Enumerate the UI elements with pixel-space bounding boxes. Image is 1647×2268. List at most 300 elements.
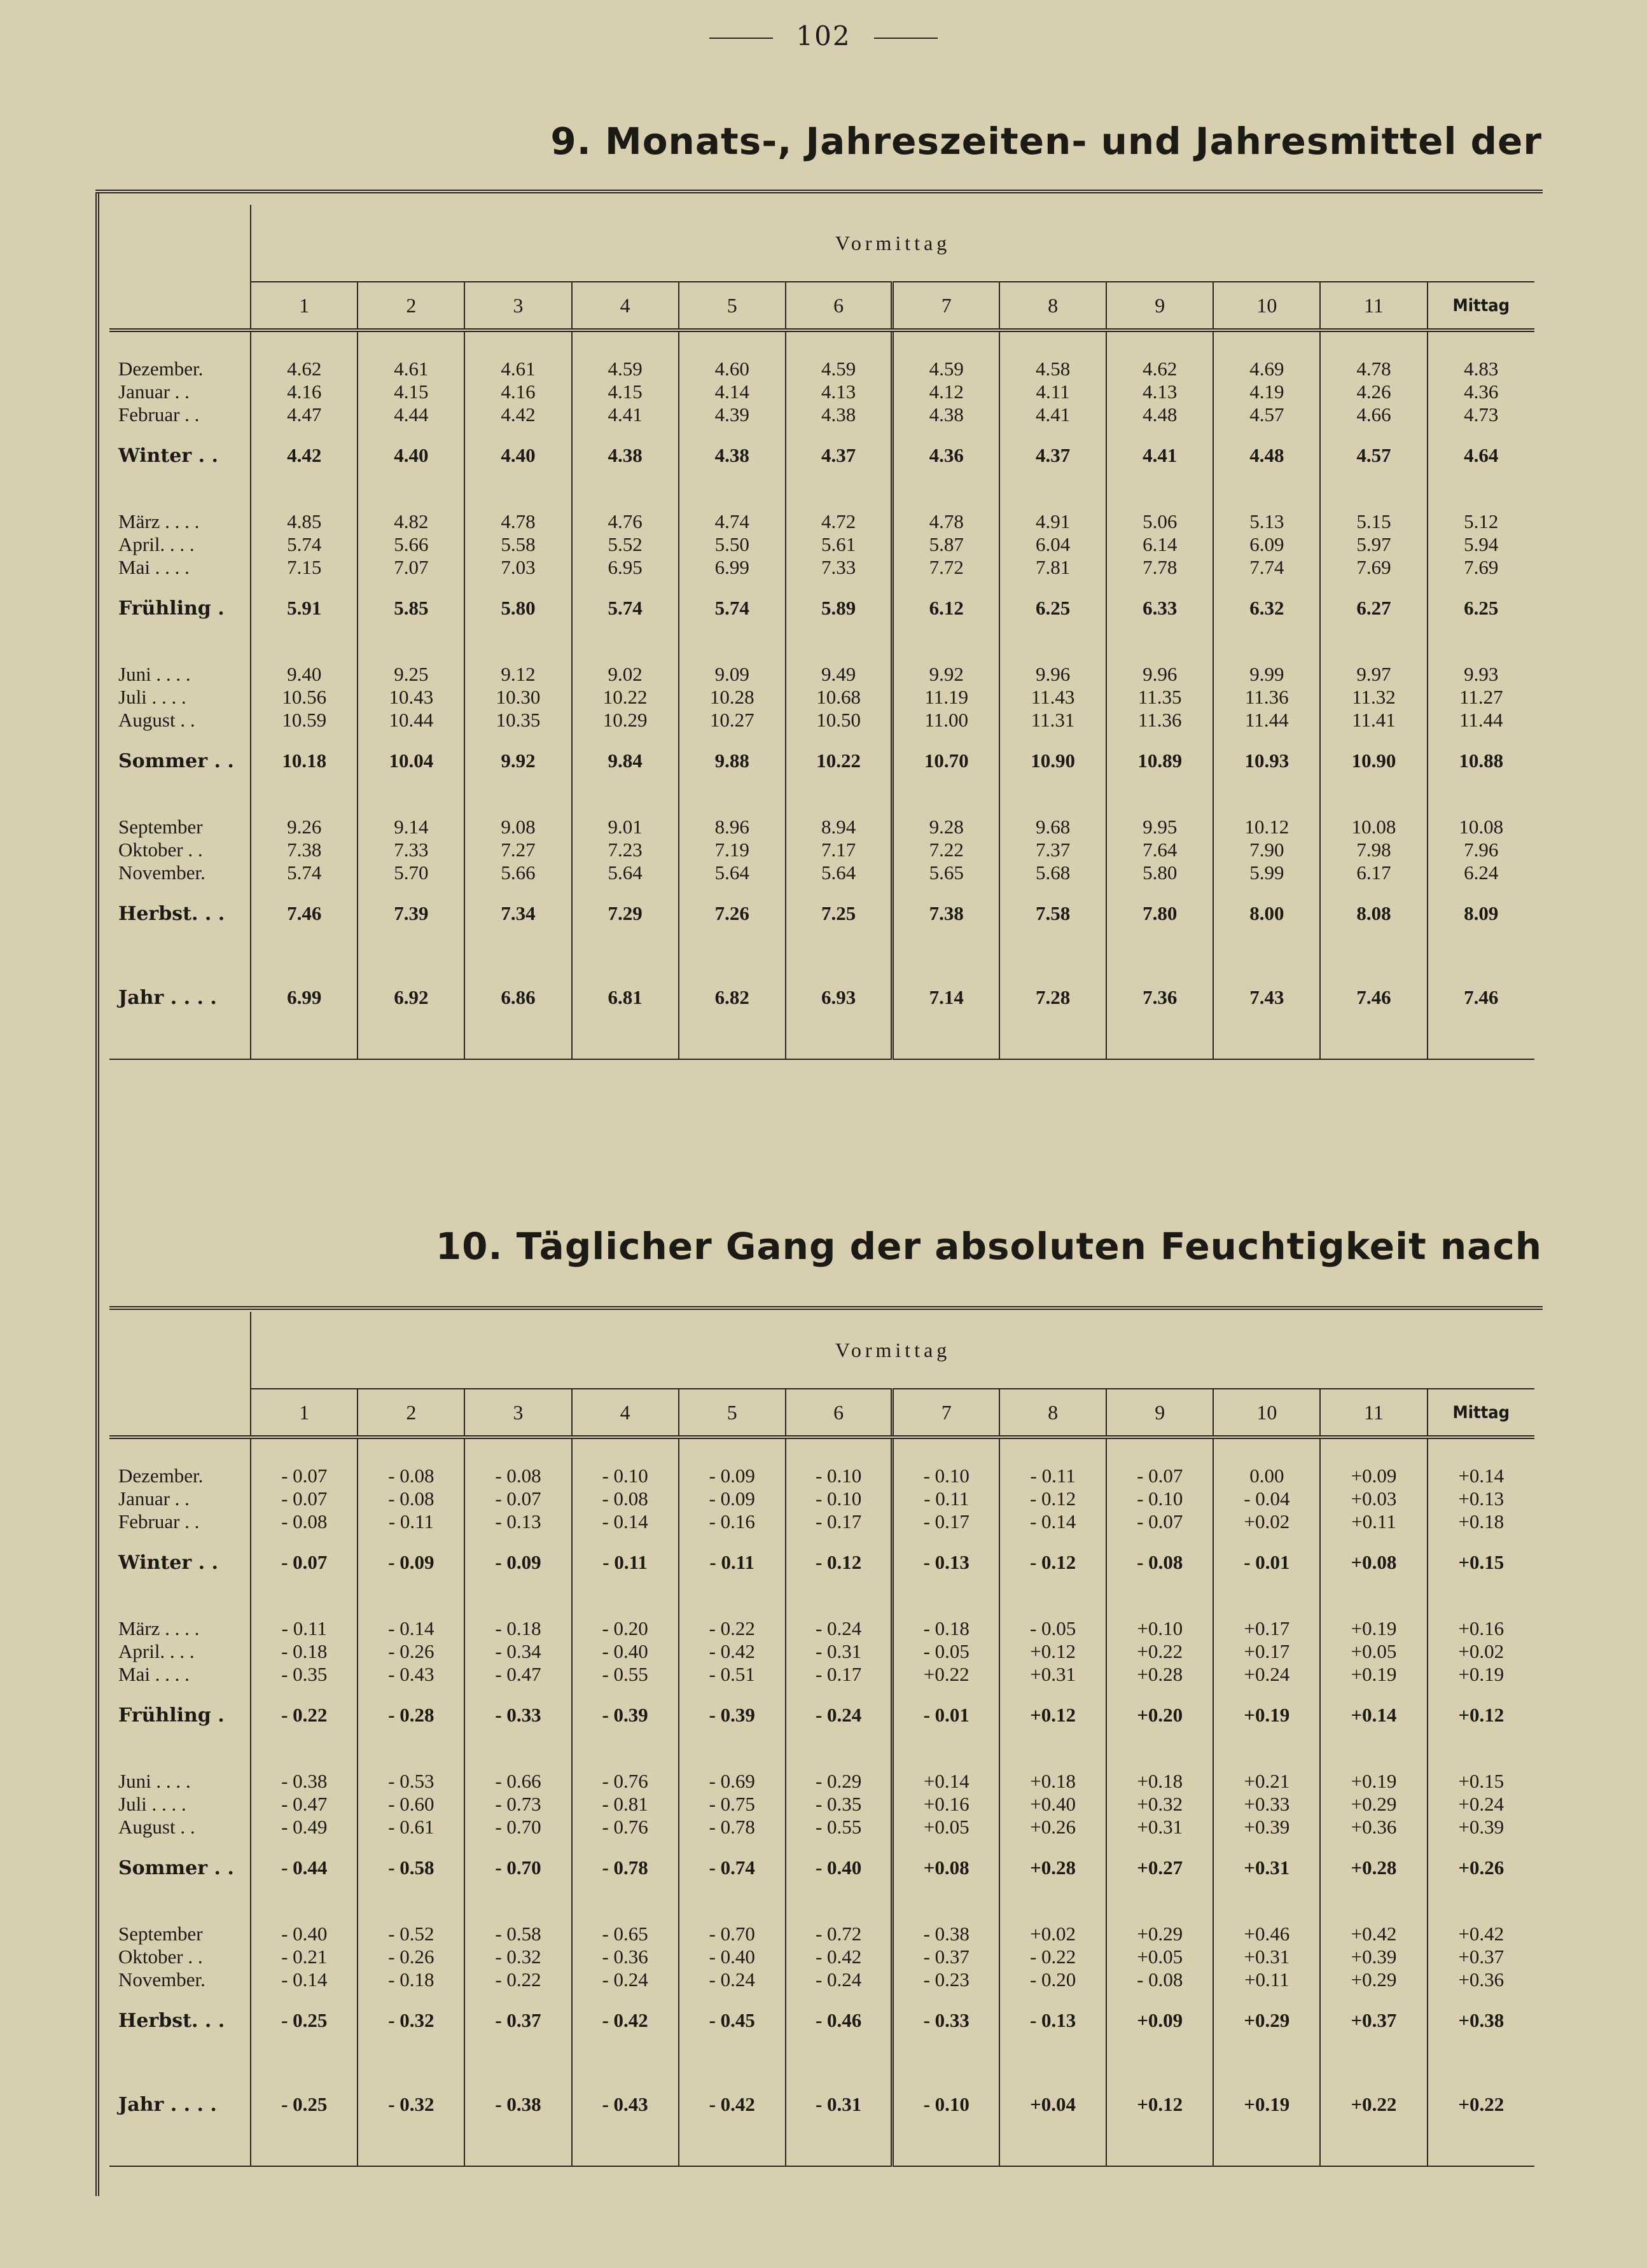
spacer-cell <box>679 1592 786 1617</box>
value-cell: +0.39 <box>1428 1816 1534 1839</box>
value-cell: 6.24 <box>1428 861 1534 884</box>
value-cell: +0.39 <box>1320 1945 1427 1968</box>
value-cell: 4.72 <box>786 510 893 533</box>
spacer-cell <box>1213 1592 1320 1617</box>
spacer-cell <box>109 2134 251 2166</box>
value-cell: - 0.31 <box>786 1640 893 1663</box>
month-row <box>109 533 1534 556</box>
value-cell: 5.64 <box>572 861 679 884</box>
spacer-cell <box>1320 1439 1427 1464</box>
spacer-cell <box>1213 2050 1320 2075</box>
value-cell: - 0.16 <box>679 1510 786 1533</box>
value-cell: 5.80 <box>1106 861 1213 884</box>
spacer-cell <box>1428 1744 1534 1770</box>
value-cell: - 0.14 <box>358 1617 464 1640</box>
spacer-cell <box>251 2134 358 2166</box>
column-header-4: 4 <box>572 1389 679 1437</box>
spacer-cell <box>1428 332 1534 358</box>
value-cell: +0.31 <box>1213 1839 1320 1897</box>
value-cell: 4.15 <box>358 380 464 403</box>
value-cell: +0.12 <box>999 1686 1106 1744</box>
value-cell: 10.68 <box>786 686 893 709</box>
value-cell: 7.74 <box>1213 556 1320 579</box>
spacer-cell <box>1320 943 1427 968</box>
value-cell: - 0.46 <box>786 1991 893 2050</box>
spacer-cell <box>1428 790 1534 816</box>
table1-title: 9. Monats-, Jahreszeiten- und Jahresmittel der <box>550 120 1542 163</box>
value-cell: - 0.24 <box>786 1617 893 1640</box>
spacer-cell <box>1428 1592 1534 1617</box>
spacer-cell <box>679 485 786 510</box>
spacer-cell <box>358 2050 464 2075</box>
value-cell: - 0.81 <box>572 1793 679 1816</box>
value-cell: 4.64 <box>1428 426 1534 485</box>
value-cell: 10.59 <box>251 709 358 732</box>
value-cell: 6.81 <box>572 968 679 1027</box>
season-row <box>109 1686 1534 1744</box>
value-cell: - 0.09 <box>679 1464 786 1487</box>
value-cell: - 0.28 <box>358 1686 464 1744</box>
value-cell: - 0.75 <box>679 1793 786 1816</box>
spacer-cell <box>999 637 1106 663</box>
row-label: Jahr . . . . <box>118 986 217 1009</box>
value-cell: 10.08 <box>1428 816 1534 838</box>
spacer-cell <box>1428 1897 1534 1923</box>
table2-title: 10. Täglicher Gang der absoluten Feuchtigkeit nach <box>435 1225 1542 1268</box>
column-header-8: 8 <box>999 282 1106 330</box>
spacer-cell <box>786 1027 893 1059</box>
value-cell: 9.08 <box>464 816 571 838</box>
value-cell: 5.61 <box>786 533 893 556</box>
value-cell: 9.26 <box>251 816 358 838</box>
value-cell: - 0.17 <box>893 1510 999 1533</box>
value-cell: - 0.37 <box>464 1991 571 2050</box>
value-cell: 4.13 <box>786 380 893 403</box>
value-cell: 4.82 <box>358 510 464 533</box>
value-cell: +0.18 <box>999 1770 1106 1793</box>
value-cell: 11.27 <box>1428 686 1534 709</box>
value-cell: - 0.42 <box>679 2075 786 2134</box>
value-cell: - 0.42 <box>572 1991 679 2050</box>
value-cell: 5.87 <box>893 533 999 556</box>
month-row <box>109 838 1534 861</box>
table1-top-rule <box>95 190 1543 193</box>
month-row <box>109 1770 1534 1793</box>
column-header-2: 2 <box>358 1389 464 1437</box>
value-cell: 5.74 <box>251 533 358 556</box>
spacer-cell <box>572 1744 679 1770</box>
value-cell: +0.22 <box>1320 2075 1427 2134</box>
value-cell: +0.33 <box>1213 1793 1320 1816</box>
spacer-cell <box>464 332 571 358</box>
table-bottom-rule <box>109 1059 1534 1060</box>
value-cell: - 0.44 <box>251 1839 358 1897</box>
spacer-cell <box>464 790 571 816</box>
value-cell: - 0.07 <box>1106 1510 1213 1533</box>
value-cell: 11.36 <box>1106 709 1213 732</box>
stub-header-empty <box>109 205 251 282</box>
value-cell: - 0.12 <box>999 1487 1106 1510</box>
value-cell: 7.14 <box>893 968 999 1027</box>
value-cell: 4.42 <box>251 426 358 485</box>
value-cell: 5.50 <box>679 533 786 556</box>
value-cell: - 0.52 <box>358 1923 464 1945</box>
value-cell: 5.13 <box>1213 510 1320 533</box>
value-cell: 7.43 <box>1213 968 1320 1027</box>
month-row <box>109 663 1534 686</box>
value-cell: 4.62 <box>1106 358 1213 380</box>
value-cell: 4.40 <box>358 426 464 485</box>
value-cell: - 0.09 <box>358 1533 464 1592</box>
spacer-cell <box>786 332 893 358</box>
value-cell: 5.52 <box>572 533 679 556</box>
spacer-cell <box>1213 790 1320 816</box>
column-header-4: 4 <box>572 282 679 330</box>
spacer-cell <box>251 2050 358 2075</box>
value-cell: - 0.40 <box>251 1923 358 1945</box>
value-cell: 10.04 <box>358 732 464 790</box>
spacer-cell <box>464 1897 571 1923</box>
value-cell: 10.89 <box>1106 732 1213 790</box>
value-cell: 4.39 <box>679 403 786 426</box>
value-cell: - 0.17 <box>786 1510 893 1533</box>
value-cell: 6.33 <box>1106 579 1213 637</box>
spacer-cell <box>1213 1897 1320 1923</box>
value-cell: - 0.34 <box>464 1640 571 1663</box>
value-cell: 10.22 <box>786 732 893 790</box>
spacer-cell <box>999 2050 1106 2075</box>
value-cell: - 0.24 <box>786 1968 893 1991</box>
value-cell: 5.89 <box>786 579 893 637</box>
row-label: September <box>118 1923 203 1945</box>
value-cell: - 0.70 <box>464 1816 571 1839</box>
value-cell: - 0.66 <box>464 1770 571 1793</box>
value-cell: 7.96 <box>1428 838 1534 861</box>
spacer-cell <box>1428 943 1534 968</box>
value-cell: 10.93 <box>1213 732 1320 790</box>
value-cell: 9.84 <box>572 732 679 790</box>
value-cell: 6.17 <box>1320 861 1427 884</box>
value-cell: - 0.73 <box>464 1793 571 1816</box>
value-cell: - 0.37 <box>893 1945 999 1968</box>
value-cell: 4.59 <box>786 358 893 380</box>
value-cell: 4.16 <box>251 380 358 403</box>
value-cell: +0.14 <box>893 1770 999 1793</box>
value-cell: 9.99 <box>1213 663 1320 686</box>
spacer-cell <box>1106 1744 1213 1770</box>
value-cell: - 0.42 <box>786 1945 893 1968</box>
value-cell: +0.31 <box>999 1663 1106 1686</box>
spacer-cell <box>464 637 571 663</box>
value-cell: - 0.14 <box>572 1510 679 1533</box>
value-cell: - 0.01 <box>893 1686 999 1744</box>
value-cell: 10.44 <box>358 709 464 732</box>
value-cell: 7.64 <box>1106 838 1213 861</box>
value-cell: +0.29 <box>1213 1991 1320 2050</box>
value-cell: +0.28 <box>999 1839 1106 1897</box>
value-cell: 7.38 <box>893 884 999 943</box>
value-cell: - 0.61 <box>358 1816 464 1839</box>
value-cell: - 0.18 <box>251 1640 358 1663</box>
value-cell: 9.92 <box>893 663 999 686</box>
value-cell: 7.81 <box>999 556 1106 579</box>
value-cell: - 0.74 <box>679 1839 786 1897</box>
value-cell: - 0.53 <box>358 1770 464 1793</box>
spacer-cell <box>358 2134 464 2166</box>
value-cell: - 0.26 <box>358 1640 464 1663</box>
value-cell: 4.59 <box>572 358 679 380</box>
month-row <box>109 1968 1534 1991</box>
spacer-cell <box>464 1744 571 1770</box>
column-header-6: 6 <box>786 1389 893 1437</box>
row-label: November. <box>118 861 205 884</box>
value-cell: 7.98 <box>1320 838 1427 861</box>
value-cell: - 0.22 <box>464 1968 571 1991</box>
value-cell: 4.38 <box>786 403 893 426</box>
spacer-cell <box>679 1897 786 1923</box>
value-cell: - 0.33 <box>893 1991 999 2050</box>
spacer-cell <box>464 2050 571 2075</box>
value-cell: +0.11 <box>1320 1510 1427 1533</box>
value-cell: 4.15 <box>572 380 679 403</box>
value-cell: - 0.24 <box>679 1968 786 1991</box>
value-cell: 5.74 <box>679 579 786 637</box>
value-cell: 8.08 <box>1320 884 1427 943</box>
value-cell: - 0.58 <box>358 1839 464 1897</box>
value-cell: +0.12 <box>1106 2075 1213 2134</box>
value-cell: - 0.08 <box>572 1487 679 1510</box>
value-cell: - 0.40 <box>679 1945 786 1968</box>
value-cell: 7.36 <box>1106 968 1213 1027</box>
spacer-cell <box>1428 1027 1534 1059</box>
spacer-cell <box>572 2050 679 2075</box>
value-cell: - 0.70 <box>464 1839 571 1897</box>
spacer-cell <box>1320 637 1427 663</box>
value-cell: 5.70 <box>358 861 464 884</box>
value-cell: - 0.09 <box>679 1487 786 1510</box>
spacer-cell <box>999 1897 1106 1923</box>
value-cell: 9.97 <box>1320 663 1427 686</box>
value-cell: 11.36 <box>1213 686 1320 709</box>
value-cell: 4.36 <box>1428 380 1534 403</box>
value-cell: +0.19 <box>1320 1617 1427 1640</box>
value-cell: +0.03 <box>1320 1487 1427 1510</box>
value-cell: - 0.78 <box>572 1839 679 1897</box>
value-cell: +0.08 <box>1320 1533 1427 1592</box>
value-cell: 10.08 <box>1320 816 1427 838</box>
value-cell: 7.80 <box>1106 884 1213 943</box>
value-cell: - 0.35 <box>251 1663 358 1686</box>
spacer-cell <box>572 2134 679 2166</box>
value-cell: 7.33 <box>358 838 464 861</box>
value-cell: +0.17 <box>1213 1617 1320 1640</box>
spacer-cell <box>1320 2050 1427 2075</box>
spacer-cell <box>251 1897 358 1923</box>
value-cell: +0.08 <box>893 1839 999 1897</box>
spacer-cell <box>251 1744 358 1770</box>
value-cell: - 0.72 <box>786 1923 893 1945</box>
value-cell: - 0.21 <box>251 1945 358 1968</box>
value-cell: 8.09 <box>1428 884 1534 943</box>
month-row <box>109 686 1534 709</box>
value-cell: 6.82 <box>679 968 786 1027</box>
value-cell: 7.58 <box>999 884 1106 943</box>
value-cell: 6.25 <box>999 579 1106 637</box>
value-cell: 4.78 <box>1320 358 1427 380</box>
month-row <box>109 1663 1534 1686</box>
spacer-cell <box>893 2134 999 2166</box>
spacer-cell <box>464 485 571 510</box>
value-cell: - 0.25 <box>251 2075 358 2134</box>
spacer-cell <box>1106 2134 1213 2166</box>
value-cell: 10.27 <box>679 709 786 732</box>
value-cell: +0.17 <box>1213 1640 1320 1663</box>
value-cell: 4.16 <box>464 380 571 403</box>
value-cell: 7.03 <box>464 556 571 579</box>
value-cell: - 0.39 <box>679 1686 786 1744</box>
spacer-cell <box>786 1897 893 1923</box>
value-cell: - 0.10 <box>1106 1487 1213 1510</box>
value-cell: +0.18 <box>1106 1770 1213 1793</box>
spacer-cell <box>251 485 358 510</box>
value-cell: - 0.65 <box>572 1923 679 1945</box>
month-row <box>109 358 1534 380</box>
value-cell: +0.15 <box>1428 1770 1534 1793</box>
value-cell: +0.21 <box>1213 1770 1320 1793</box>
row-label: Januar . . <box>118 380 190 403</box>
spacer-cell <box>572 1027 679 1059</box>
value-cell: - 0.12 <box>786 1533 893 1592</box>
month-row <box>109 1816 1534 1839</box>
value-cell: 7.29 <box>572 884 679 943</box>
month-row <box>109 380 1534 403</box>
spacer-cell <box>999 485 1106 510</box>
value-cell: 7.28 <box>999 968 1106 1027</box>
value-cell: +0.31 <box>1213 1945 1320 1968</box>
value-cell: - 0.24 <box>572 1968 679 1991</box>
value-cell: 11.00 <box>893 709 999 732</box>
value-cell: 7.17 <box>786 838 893 861</box>
spacer-cell <box>1320 332 1427 358</box>
value-cell: 6.95 <box>572 556 679 579</box>
value-cell: 10.30 <box>464 686 571 709</box>
value-cell: - 0.11 <box>251 1617 358 1640</box>
value-cell: 7.23 <box>572 838 679 861</box>
row-label: November. <box>118 1968 205 1991</box>
value-cell: +0.36 <box>1320 1816 1427 1839</box>
value-cell: 4.14 <box>679 380 786 403</box>
value-cell: - 0.05 <box>893 1640 999 1663</box>
month-row <box>109 1945 1534 1968</box>
spacer-cell <box>1320 790 1427 816</box>
value-cell: 7.22 <box>893 838 999 861</box>
spacer-cell <box>464 2134 571 2166</box>
value-cell: 5.80 <box>464 579 571 637</box>
value-cell: - 0.38 <box>251 1770 358 1793</box>
spacer-cell <box>786 1592 893 1617</box>
spacer-cell <box>679 1439 786 1464</box>
spacer-cell <box>893 1592 999 1617</box>
month-row <box>109 556 1534 579</box>
value-cell: - 0.26 <box>358 1945 464 1968</box>
value-cell: 4.38 <box>679 426 786 485</box>
spacer-cell <box>786 943 893 968</box>
value-cell: 4.78 <box>464 510 571 533</box>
value-cell: +0.19 <box>1320 1663 1427 1686</box>
column-header-11: 11 <box>1320 282 1427 330</box>
column-header-10: 10 <box>1213 1389 1320 1437</box>
value-cell: - 0.10 <box>786 1464 893 1487</box>
value-cell: - 0.18 <box>893 1617 999 1640</box>
value-cell: 9.01 <box>572 816 679 838</box>
value-cell: - 0.55 <box>572 1663 679 1686</box>
row-label: August . . <box>118 1816 195 1838</box>
value-cell: 4.58 <box>999 358 1106 380</box>
value-cell: 4.83 <box>1428 358 1534 380</box>
spacer-cell <box>1106 1439 1213 1464</box>
value-cell: - 0.05 <box>999 1617 1106 1640</box>
value-cell: +0.38 <box>1428 1991 1534 2050</box>
value-cell: - 0.13 <box>464 1510 571 1533</box>
value-cell: +0.19 <box>1320 1770 1427 1793</box>
spacer-cell <box>572 1592 679 1617</box>
value-cell: 4.36 <box>893 426 999 485</box>
value-cell: +0.14 <box>1428 1464 1534 1487</box>
value-cell: - 0.51 <box>679 1663 786 1686</box>
spacer-cell <box>999 790 1106 816</box>
value-cell: 7.19 <box>679 838 786 861</box>
value-cell: 6.14 <box>1106 533 1213 556</box>
value-cell: 6.93 <box>786 968 893 1027</box>
value-cell: - 0.07 <box>251 1487 358 1510</box>
table2-top-rule <box>109 1306 1543 1310</box>
spacer-cell <box>1213 637 1320 663</box>
row-label: Mai . . . . <box>118 1663 190 1685</box>
value-cell: - 0.18 <box>464 1617 571 1640</box>
value-cell: 7.39 <box>358 884 464 943</box>
value-cell: 11.44 <box>1428 709 1534 732</box>
value-cell: 7.46 <box>251 884 358 943</box>
spacer-cell <box>893 790 999 816</box>
value-cell: +0.13 <box>1428 1487 1534 1510</box>
spacer-cell <box>1213 1027 1320 1059</box>
value-cell: 10.88 <box>1428 732 1534 790</box>
value-cell: - 0.13 <box>893 1533 999 1592</box>
spacer-cell <box>1213 2134 1320 2166</box>
value-cell: 6.12 <box>893 579 999 637</box>
spacer-cell <box>1106 332 1213 358</box>
value-cell: - 0.42 <box>679 1640 786 1663</box>
row-label: Juni . . . . <box>118 663 191 685</box>
row-label: Winter . . <box>118 1551 218 1574</box>
spacer-cell <box>1320 1592 1427 1617</box>
spacer-cell <box>1213 1439 1320 1464</box>
spacer-cell <box>893 1439 999 1464</box>
value-cell: - 0.08 <box>1106 1533 1213 1592</box>
value-cell: 4.85 <box>251 510 358 533</box>
value-cell: +0.19 <box>1428 1663 1534 1686</box>
row-label: Frühling . <box>118 597 225 620</box>
value-cell: +0.32 <box>1106 1793 1213 1816</box>
column-header-7: 7 <box>893 282 999 330</box>
value-cell: - 0.11 <box>999 1464 1106 1487</box>
value-cell: +0.26 <box>1428 1839 1534 1897</box>
value-cell: 9.28 <box>893 816 999 838</box>
value-cell: - 0.08 <box>251 1510 358 1533</box>
row-label: Sommer . . <box>118 1856 234 1879</box>
value-cell: - 0.11 <box>679 1533 786 1592</box>
value-cell: +0.16 <box>1428 1617 1534 1640</box>
